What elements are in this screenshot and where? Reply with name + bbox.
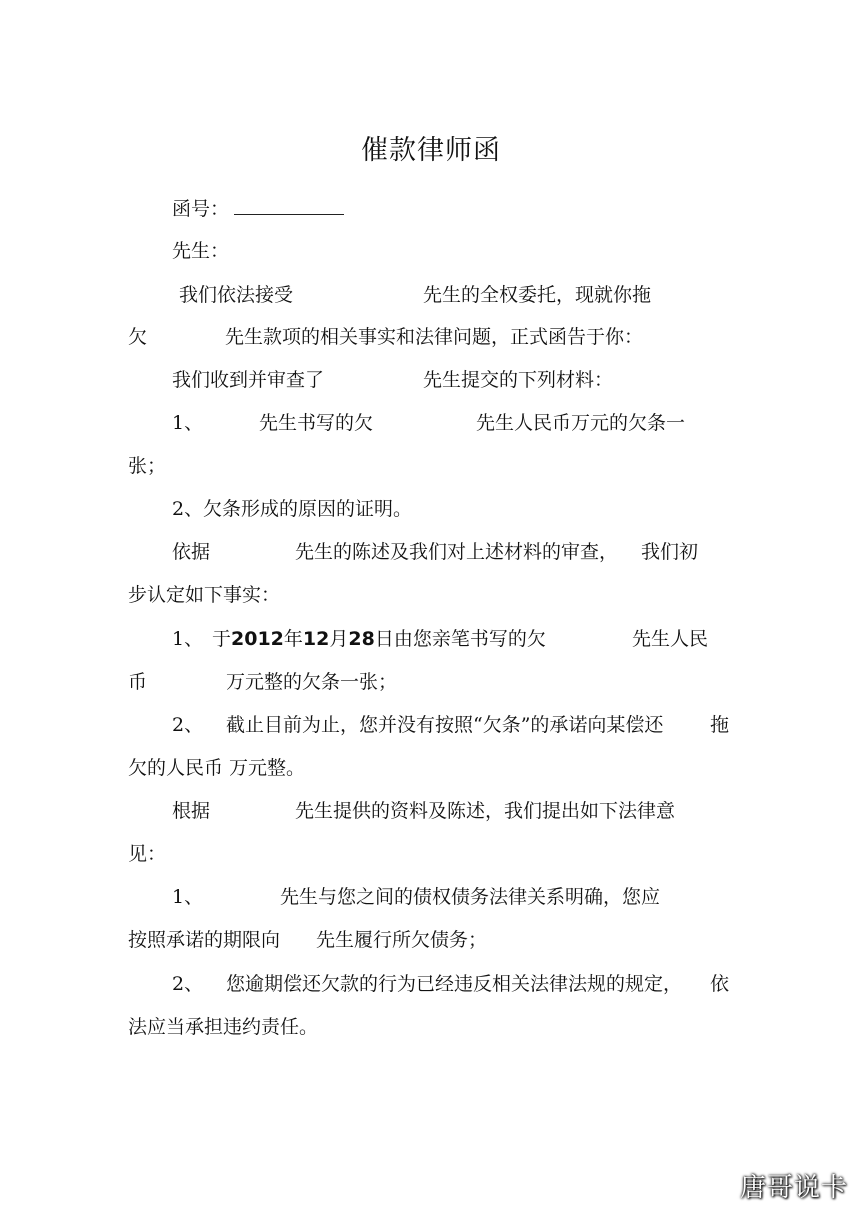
fact-2-number: 2、 <box>172 714 204 736</box>
fact-2-tail: 拖 <box>710 714 730 736</box>
material-1-b: 先生人民币万元的欠条一 <box>476 412 686 434</box>
paragraph-4-b: 先生提供的资料及陈述，我们提出如下法律意 <box>295 800 676 822</box>
paragraph-4-a: 根据 <box>172 800 211 822</box>
material-1-a: 先生书写的欠 <box>259 412 374 434</box>
paragraph-3-a: 依据 <box>172 541 211 563</box>
opinion-2-tail: 依 <box>710 973 730 995</box>
fact-1-line2-a: 币 <box>128 671 148 693</box>
salutation: 先生： <box>172 240 230 262</box>
material-1-line2: 张； <box>128 455 167 477</box>
opinion-1-text: 先生与您之间的债权债务法律关系明确，您应 <box>280 886 661 908</box>
material-2-number: 2、 <box>172 498 204 520</box>
paragraph-3-line2: 步认定如下事实： <box>128 584 281 606</box>
opinion-2-text: 您逾期偿还欠款的行为已经违反相关法律法规的规定， <box>226 973 683 995</box>
fact-1-line2-b: 万元整的欠条一张； <box>226 671 398 693</box>
paragraph-3-b: 先生的陈述及我们对上述材料的审查， <box>295 541 619 563</box>
paragraph-1-a: 我们依法接受 <box>179 284 294 306</box>
paragraph-1-line2-b: 先生款项的相关事实和法律问题，正式函告于你： <box>225 326 644 348</box>
letter-number-blank <box>234 214 344 215</box>
document-title: 催款律师函 <box>361 135 501 166</box>
material-1-number: 1、 <box>172 412 204 434</box>
paragraph-1-b: 先生的全权委托，现就你拖 <box>423 284 652 306</box>
fact-1-number: 1、 <box>172 628 204 650</box>
paragraph-1-line2-a: 欠 <box>128 326 148 348</box>
opinion-1-number: 1、 <box>172 886 204 908</box>
fact-1-date: 于2012年12月28日由您亲笔书写的欠 <box>212 628 546 650</box>
paragraph-2-a: 我们收到并审查了 <box>172 369 325 391</box>
fact-2-line2: 欠的人民币 万元整。 <box>128 757 306 779</box>
opinion-1-line2-b: 先生履行所欠债务； <box>316 929 488 951</box>
fact-2-text: 截止目前为止，您并没有按照“欠条”的承诺向某偿还 <box>226 714 664 736</box>
opinion-2-line2: 法应当承担违约责任。 <box>128 1016 319 1038</box>
paragraph-4-line2: 见： <box>128 843 167 865</box>
paragraph-2-b: 先生提交的下列材料： <box>423 369 614 391</box>
opinion-1-line2-a: 按照承诺的期限向 <box>128 929 281 951</box>
opinion-2-number: 2、 <box>172 973 204 995</box>
paragraph-3-c: 我们初 <box>641 541 699 563</box>
material-2-text: 欠条形成的原因的证明。 <box>203 498 413 520</box>
watermark: 唐哥说卡 <box>739 1173 848 1203</box>
fact-1-b: 先生人民 <box>632 628 709 650</box>
letter-number-label: 函号： <box>172 198 230 220</box>
